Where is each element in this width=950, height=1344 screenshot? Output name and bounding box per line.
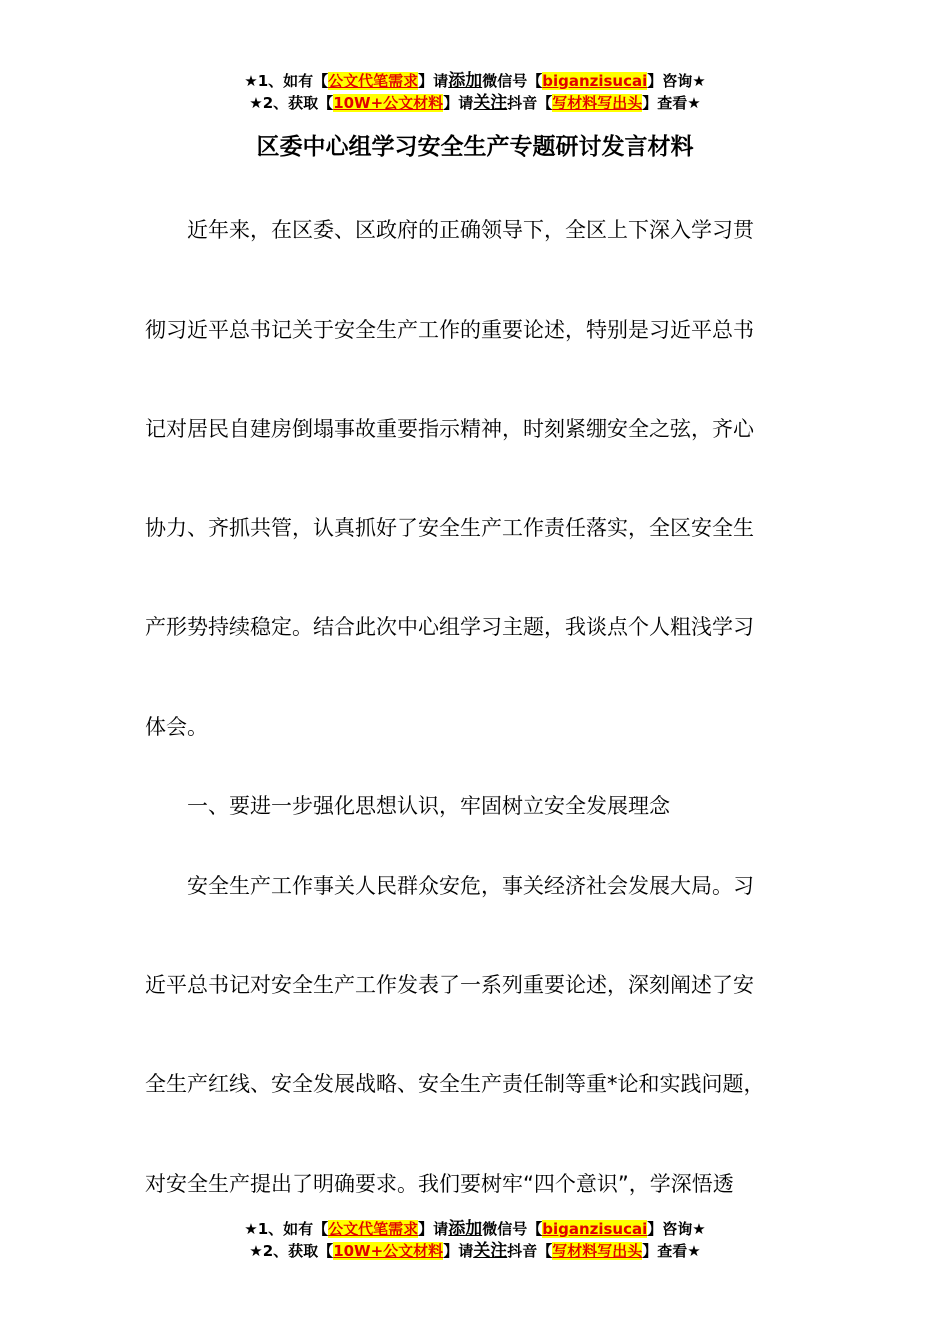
banner-text: 】查看★	[642, 94, 701, 112]
banner-line-2	[0, 92, 950, 114]
banner-text: 】请	[418, 1220, 449, 1238]
banner-text: 】请	[418, 72, 449, 90]
banner-text: 】咨询★	[647, 1220, 706, 1238]
highlight-douyin-account: 写材料写出头	[552, 94, 643, 112]
banner-text: 抖音【	[507, 94, 553, 112]
body-line: 对安全生产提出了明确要求。我们要树牢“四个意识”，学深悟透	[145, 1172, 734, 1196]
body-line: 协力、齐抓共管，认真抓好了安全生产工作责任落实，全区安全生	[145, 516, 754, 540]
banner-text: ★2、获取【	[249, 1242, 334, 1260]
banner-text: 】请	[443, 1242, 474, 1260]
highlight-wechat-id: biganzisucai	[542, 1220, 648, 1238]
banner-text: 抖音【	[507, 1242, 553, 1260]
body-line: 记对居民自建房倒塌事故重要指示精神，时刻紧绷安全之弦，齐心	[145, 417, 754, 441]
highlight-materials: 10W+公文材料	[333, 94, 444, 112]
banner-emphasis: 添加	[448, 1219, 483, 1239]
banner-text: ★2、获取【	[249, 94, 334, 112]
highlight-service: 公文代笔需求	[328, 72, 419, 90]
banner-emphasis: 关注	[473, 1241, 508, 1261]
body-line: 体会。	[145, 715, 208, 739]
document-title: 区委中心组学习安全生产专题研讨发言材料	[256, 134, 694, 160]
footer-banner	[0, 1218, 950, 1262]
highlight-douyin-account: 写材料写出头	[552, 1242, 643, 1260]
highlight-service: 公文代笔需求	[328, 1220, 419, 1238]
body-line: 全生产红线、安全发展战略、安全生产责任制等重*论和实践问题，	[145, 1072, 765, 1096]
banner-line-1	[0, 1218, 950, 1240]
banner-text: 】查看★	[642, 1242, 701, 1260]
banner-emphasis: 添加	[448, 71, 483, 91]
banner-line-2	[0, 1240, 950, 1262]
highlight-wechat-id: biganzisucai	[542, 72, 648, 90]
body-line: 安全生产工作事关人民群众安危，事关经济社会发展大局。习	[145, 874, 754, 898]
banner-emphasis: 关注	[473, 93, 508, 113]
section-heading: 一、要进一步强化思想认识，牢固树立安全发展理念	[145, 794, 670, 818]
banner-text: 】请	[443, 94, 474, 112]
banner-text: 微信号【	[482, 72, 543, 90]
highlight-materials: 10W+公文材料	[333, 1242, 444, 1260]
banner-line-1	[0, 70, 950, 92]
banner-text: 微信号【	[482, 1220, 543, 1238]
banner-text: ★1、如有【	[244, 72, 329, 90]
body-line: 近年来，在区委、区政府的正确领导下，全区上下深入学习贯	[145, 218, 754, 242]
banner-text: 】咨询★	[647, 72, 706, 90]
banner-text: ★1、如有【	[244, 1220, 329, 1238]
body-line: 彻习近平总书记关于安全生产工作的重要论述，特别是习近平总书	[145, 318, 754, 342]
body-line: 近平总书记对安全生产工作发表了一系列重要论述，深刻阐述了安	[145, 973, 754, 997]
body-line: 产形势持续稳定。结合此次中心组学习主题，我谈点个人粗浅学习	[145, 615, 754, 639]
header-banner	[0, 70, 950, 114]
